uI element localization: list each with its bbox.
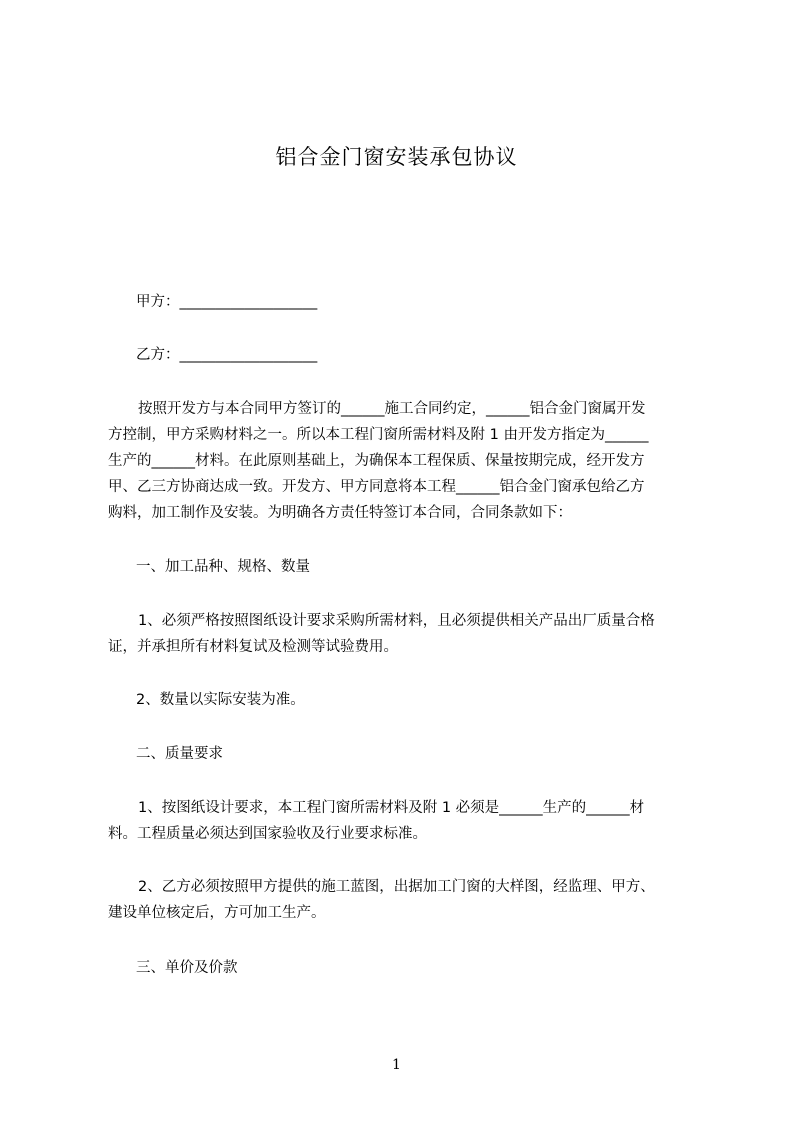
party-a-line: 甲方：___________________ bbox=[136, 294, 318, 310]
section-1-heading: 一、加工品种、规格、数量 bbox=[136, 559, 310, 575]
page-number: 1 bbox=[392, 1057, 401, 1073]
intro-line-3: 生产的______材料。在此原则基础上，为确保本工程保质、保量按期完成，经开发方 bbox=[108, 453, 645, 469]
section-3-heading: 三、单价及价款 bbox=[136, 960, 238, 976]
party-b-line: 乙方：___________________ bbox=[136, 347, 318, 363]
section-2-item-2-line-1: 2、乙方必须按照甲方提供的施工蓝图，出据加工门窗的大样图，经监理、甲方、 bbox=[138, 879, 655, 895]
intro-line-4: 甲、乙三方协商达成一致。开发方、甲方同意将本工程______铝合金门窗承包给乙方 bbox=[108, 479, 645, 495]
section-1-item-2: 2、数量以实际安装为准。 bbox=[136, 692, 305, 708]
section-2-heading: 二、质量要求 bbox=[136, 746, 223, 762]
section-1-item-1-line-2: 证，并承担所有材料复试及检测等试验费用。 bbox=[108, 639, 398, 655]
section-2-item-1-line-2: 料。工程质量必须达到国家验收及行业要求标准。 bbox=[108, 826, 427, 842]
document-title: 铝合金门窗安装承包协议 bbox=[275, 145, 518, 169]
section-2-item-2-line-2: 建设单位核定后，方可加工生产。 bbox=[108, 905, 326, 921]
intro-line-2: 方控制，甲方采购材料之一。所以本工程门窗所需材料及附 1 由开发方指定为______ bbox=[108, 427, 649, 443]
intro-line-5: 购料，加工制作及安装。为明确各方责任特签订本合同，合同条款如下： bbox=[108, 505, 572, 521]
section-1-item-1-line-1: 1、必须严格按照图纸设计要求采购所需材料，且必须提供相关产品出厂质量合格 bbox=[138, 613, 655, 629]
intro-line-1: 按照开发方与本合同甲方签订的______施工合同约定，______铝合金门窗属开发 bbox=[138, 401, 646, 417]
section-2-item-1-line-1: 1、按图纸设计要求，本工程门窗所需材料及附 1 必须是______生产的______材 bbox=[138, 800, 645, 816]
